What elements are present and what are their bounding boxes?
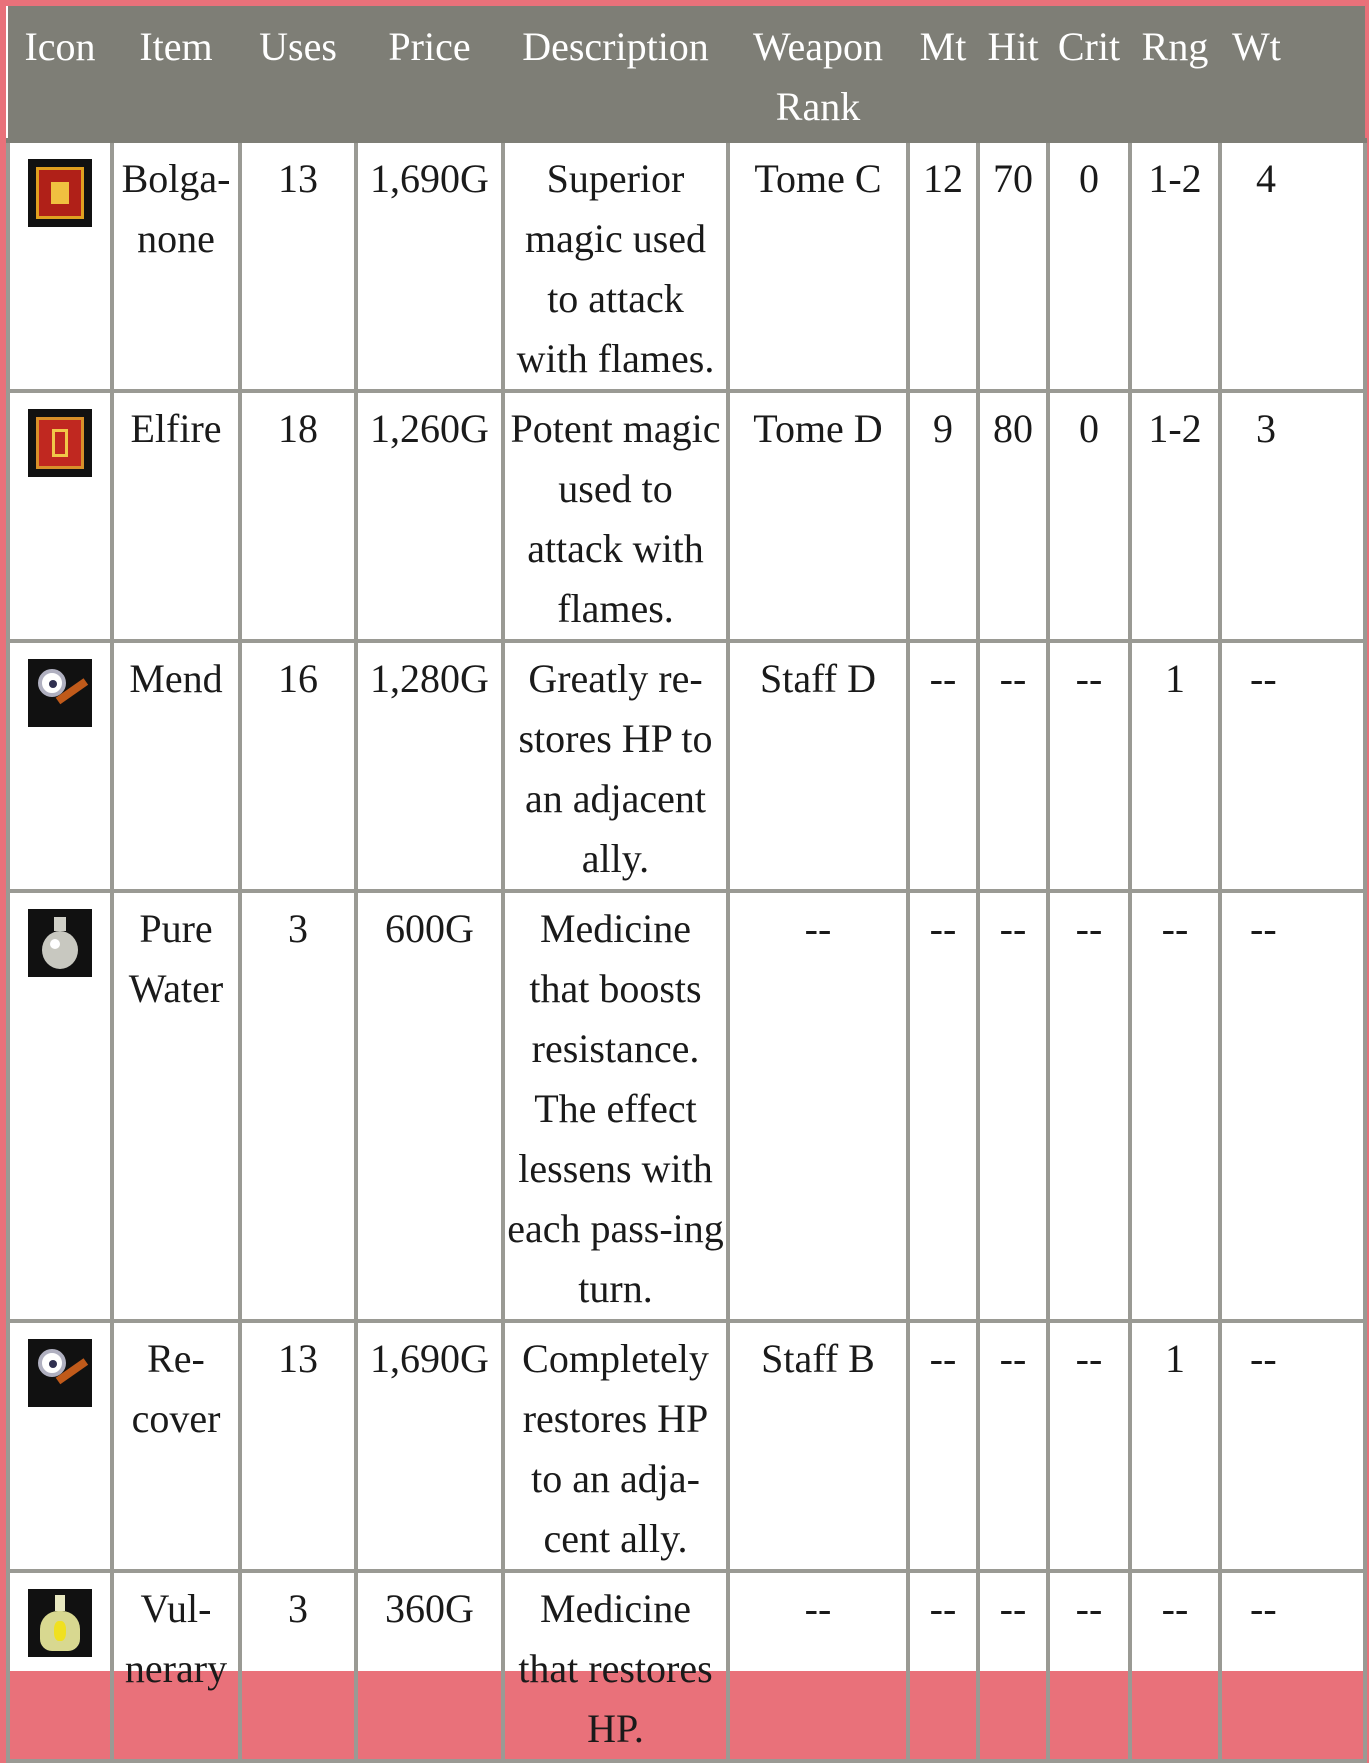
price-value: 1,280G [356, 641, 503, 891]
header-crit: Crit [1048, 9, 1130, 141]
hit-value: -- [978, 1571, 1048, 1761]
crit-value: -- [1048, 1571, 1130, 1761]
price-value: 1,260G [356, 391, 503, 641]
item-table-frame [6, 6, 1363, 1751]
weapon-rank-value: Staff B [728, 1321, 908, 1571]
description-text: Medicine that boosts resistance. The effect lessens with each pass-ing turn. [503, 891, 728, 1321]
hit-value: -- [978, 1321, 1048, 1571]
item-name: Elfire [112, 391, 240, 641]
header-weapon-rank-line2: Rank [775, 84, 861, 129]
icon-cell [8, 1571, 112, 1761]
rng-value: 1 [1130, 641, 1220, 891]
mt-value: -- [908, 1321, 978, 1571]
header-icon: Icon [8, 9, 112, 141]
uses-value: 3 [240, 1571, 356, 1761]
description-text: Medicine that restores HP. [503, 1571, 728, 1761]
mt-value: -- [908, 891, 978, 1321]
icon-cell [8, 1321, 112, 1571]
mt-value: -- [908, 1571, 978, 1761]
red-tome-icon [28, 409, 92, 477]
healing-staff-icon [28, 1339, 92, 1407]
price-value: 360G [356, 1571, 503, 1761]
potion-vial-icon [28, 909, 92, 977]
wt-value: 4 [1220, 141, 1365, 392]
mt-value: -- [908, 641, 978, 891]
mt-value: 12 [908, 141, 978, 392]
hit-value: 70 [978, 141, 1048, 392]
icon-cell [8, 141, 112, 392]
table-row [8, 1571, 1365, 1761]
uses-value: 13 [240, 1321, 356, 1571]
weapon-rank-value: Tome C [728, 141, 908, 392]
item-name: Bolga-none [112, 141, 240, 392]
item-table [6, 6, 1367, 1763]
rng-value: 1-2 [1130, 141, 1220, 392]
hit-value: -- [978, 891, 1048, 1321]
icon-cell [8, 641, 112, 891]
table-row [8, 891, 1365, 1321]
uses-value: 18 [240, 391, 356, 641]
header-rng: Rng [1130, 9, 1220, 141]
uses-value: 16 [240, 641, 356, 891]
uses-value: 3 [240, 891, 356, 1321]
header-description: Description [503, 9, 728, 141]
wt-value: -- [1220, 1571, 1365, 1761]
crit-value: -- [1048, 641, 1130, 891]
price-value: 600G [356, 891, 503, 1321]
crit-value: 0 [1048, 391, 1130, 641]
icon-cell [8, 391, 112, 641]
weapon-rank-value: Tome D [728, 391, 908, 641]
rng-value: 1-2 [1130, 391, 1220, 641]
header-item: Item [112, 9, 240, 141]
header-mt: Mt [908, 9, 978, 141]
wt-value: -- [1220, 641, 1365, 891]
description-text: Potent magic used to attack with flames. [503, 391, 728, 641]
price-value: 1,690G [356, 141, 503, 392]
healing-staff-icon [28, 659, 92, 727]
item-name: Vul-nerary [112, 1571, 240, 1761]
wt-value: -- [1220, 891, 1365, 1321]
item-name: Re-cover [112, 1321, 240, 1571]
rng-value: 1 [1130, 1321, 1220, 1571]
description-text: Superior magic used to attack with flames. [503, 141, 728, 392]
weapon-rank-value: Staff D [728, 641, 908, 891]
crit-value: -- [1048, 1321, 1130, 1571]
table-row [8, 1321, 1365, 1571]
potion-vial-icon [28, 1589, 92, 1657]
header-weapon-rank-line1: Weapon [752, 24, 884, 69]
header-hit: Hit [978, 9, 1048, 141]
header-weapon-rank [728, 9, 908, 141]
crit-value: -- [1048, 891, 1130, 1321]
crit-value: 0 [1048, 141, 1130, 392]
wt-value: -- [1220, 1321, 1365, 1571]
mt-value: 9 [908, 391, 978, 641]
weapon-rank-value: -- [728, 1571, 908, 1761]
header-wt: Wt [1220, 9, 1365, 141]
hit-value: 80 [978, 391, 1048, 641]
table-row [8, 391, 1365, 641]
description-text: Greatly re-stores HP to an adjacent ally. [503, 641, 728, 891]
rng-value: -- [1130, 891, 1220, 1321]
hit-value: -- [978, 641, 1048, 891]
item-name: Pure Water [112, 891, 240, 1321]
table-header-row [8, 9, 1365, 141]
item-name: Mend [112, 641, 240, 891]
header-price: Price [356, 9, 503, 141]
table-row [8, 641, 1365, 891]
price-value: 1,690G [356, 1321, 503, 1571]
header-uses: Uses [240, 9, 356, 141]
table-row [8, 141, 1365, 392]
wt-value: 3 [1220, 391, 1365, 641]
icon-cell [8, 891, 112, 1321]
red-tome-flame-icon [28, 159, 92, 227]
weapon-rank-value: -- [728, 891, 908, 1321]
rng-value: -- [1130, 1571, 1220, 1761]
description-text: Completely restores HP to an adja-cent ally. [503, 1321, 728, 1571]
uses-value: 13 [240, 141, 356, 392]
